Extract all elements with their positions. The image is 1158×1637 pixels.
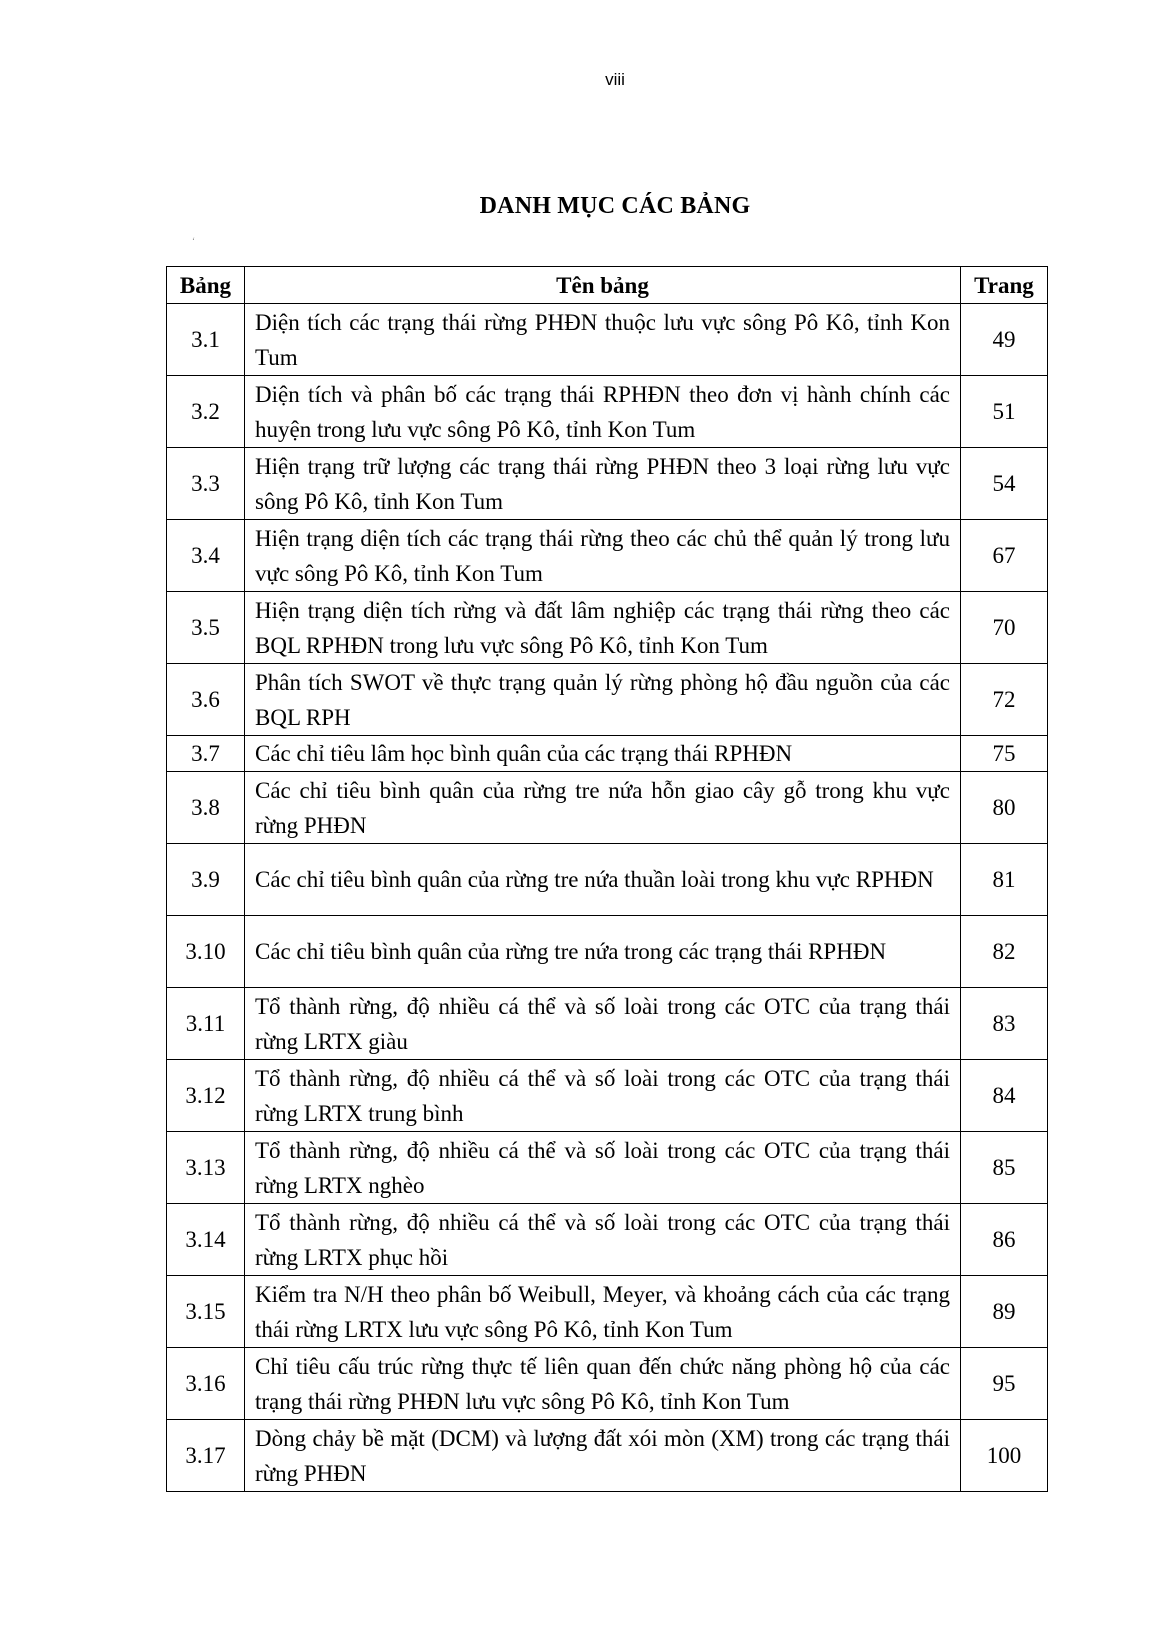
table-row	[167, 772, 1048, 844]
row-page: 75	[961, 736, 1048, 772]
row-name: Tổ thành rừng, độ nhiều cá thể và số loài trong các OTC của trạng thái rừng LRTX giàu	[245, 988, 961, 1060]
table-row	[167, 520, 1048, 592]
row-number: 3.8	[167, 772, 245, 844]
row-number: 3.3	[167, 448, 245, 520]
row-page: 95	[961, 1348, 1048, 1420]
row-name: Hiện trạng trữ lượng các trạng thái rừng PHĐN theo 3 loại rừng lưu vực sông Pô Kô, tỉnh Kon Tum	[245, 448, 961, 520]
row-number: 3.10	[167, 916, 245, 988]
row-name: Chỉ tiêu cấu trúc rừng thực tế liên quan đến chức năng phòng hộ của các trạng thái rừng PHĐN lưu vực sông Pô Kô, tỉnh Kon Tum	[245, 1348, 961, 1420]
row-number: 3.1	[167, 304, 245, 376]
row-page: 83	[961, 988, 1048, 1060]
row-name: Các chỉ tiêu bình quân của rừng tre nứa trong các trạng thái RPHĐN	[245, 916, 961, 988]
table-row	[167, 1060, 1048, 1132]
table-row	[167, 916, 1048, 988]
row-name: Diện tích và phân bố các trạng thái RPHĐN theo đơn vị hành chính các huyện trong lưu vực sông Pô Kô, tỉnh Kon Tum	[245, 376, 961, 448]
row-page: 51	[961, 376, 1048, 448]
table-row	[167, 736, 1048, 772]
row-page: 89	[961, 1276, 1048, 1348]
row-name: Dòng chảy bề mặt (DCM) và lượng đất xói mòn (XM) trong các trạng thái rừng PHĐN	[245, 1420, 961, 1492]
row-page: 81	[961, 844, 1048, 916]
table-row	[167, 448, 1048, 520]
row-page: 72	[961, 664, 1048, 736]
header-page: Trang	[961, 267, 1048, 304]
row-number: 3.7	[167, 736, 245, 772]
table-of-tables	[166, 266, 1048, 1492]
row-name: Diện tích các trạng thái rừng PHĐN thuộc lưu vực sông Pô Kô, tỉnh Kon Tum	[245, 304, 961, 376]
row-number: 3.14	[167, 1204, 245, 1276]
table-row	[167, 1276, 1048, 1348]
row-name: Các chỉ tiêu lâm học bình quân của các trạng thái RPHĐN	[245, 736, 961, 772]
table-header-row	[167, 267, 1048, 304]
row-page: 67	[961, 520, 1048, 592]
row-page: 70	[961, 592, 1048, 664]
row-number: 3.9	[167, 844, 245, 916]
row-number: 3.16	[167, 1348, 245, 1420]
row-name: Hiện trạng diện tích rừng và đất lâm nghiệp các trạng thái rừng theo các BQL RPHĐN trong lưu vực sông Pô Kô, tỉnh Kon Tum	[245, 592, 961, 664]
header-number: Bảng	[167, 267, 245, 304]
table-row	[167, 304, 1048, 376]
header-name: Tên bảng	[245, 267, 961, 304]
row-page: 49	[961, 304, 1048, 376]
row-page: 86	[961, 1204, 1048, 1276]
row-number: 3.17	[167, 1420, 245, 1492]
table-row	[167, 1348, 1048, 1420]
row-page: 80	[961, 772, 1048, 844]
row-number: 3.13	[167, 1132, 245, 1204]
row-number: 3.6	[167, 664, 245, 736]
row-page: 82	[961, 916, 1048, 988]
row-name: Tổ thành rừng, độ nhiều cá thể và số loài trong các OTC của trạng thái rừng LRTX phục hồi	[245, 1204, 961, 1276]
row-number: 3.4	[167, 520, 245, 592]
table-row	[167, 1204, 1048, 1276]
row-page: 54	[961, 448, 1048, 520]
row-page: 100	[961, 1420, 1048, 1492]
table-row	[167, 988, 1048, 1060]
row-name: Hiện trạng diện tích các trạng thái rừng theo các chủ thể quản lý trong lưu vực sông Pô Kô, tỉnh Kon Tum	[245, 520, 961, 592]
row-page: 84	[961, 1060, 1048, 1132]
table-row	[167, 376, 1048, 448]
row-name: Các chỉ tiêu bình quân của rừng tre nứa thuần loài trong khu vực RPHĐN	[245, 844, 961, 916]
stray-mark: ‘	[192, 236, 195, 246]
row-page: 85	[961, 1132, 1048, 1204]
table-row	[167, 592, 1048, 664]
row-name: Tổ thành rừng, độ nhiều cá thể và số loài trong các OTC của trạng thái rừng LRTX trung bình	[245, 1060, 961, 1132]
row-name: Phân tích SWOT về thực trạng quản lý rừng phòng hộ đầu nguồn của các BQL RPH	[245, 664, 961, 736]
row-number: 3.12	[167, 1060, 245, 1132]
table-row	[167, 1132, 1048, 1204]
row-number: 3.15	[167, 1276, 245, 1348]
row-number: 3.11	[167, 988, 245, 1060]
page-title: DANH MỤC CÁC BẢNG	[479, 193, 751, 219]
row-number: 3.2	[167, 376, 245, 448]
row-name: Kiểm tra N/H theo phân bố Weibull, Meyer, và khoảng cách của các trạng thái rừng LRTX lưu vực sông Pô Kô, tỉnh Kon Tum	[245, 1276, 961, 1348]
table-row	[167, 664, 1048, 736]
table-row	[167, 1420, 1048, 1492]
page-number: viii	[605, 70, 625, 89]
row-number: 3.5	[167, 592, 245, 664]
row-name: Các chỉ tiêu bình quân của rừng tre nứa hỗn giao cây gỗ trong khu vực rừng PHĐN	[245, 772, 961, 844]
table-row	[167, 844, 1048, 916]
row-name: Tổ thành rừng, độ nhiều cá thể và số loài trong các OTC của trạng thái rừng LRTX nghèo	[245, 1132, 961, 1204]
